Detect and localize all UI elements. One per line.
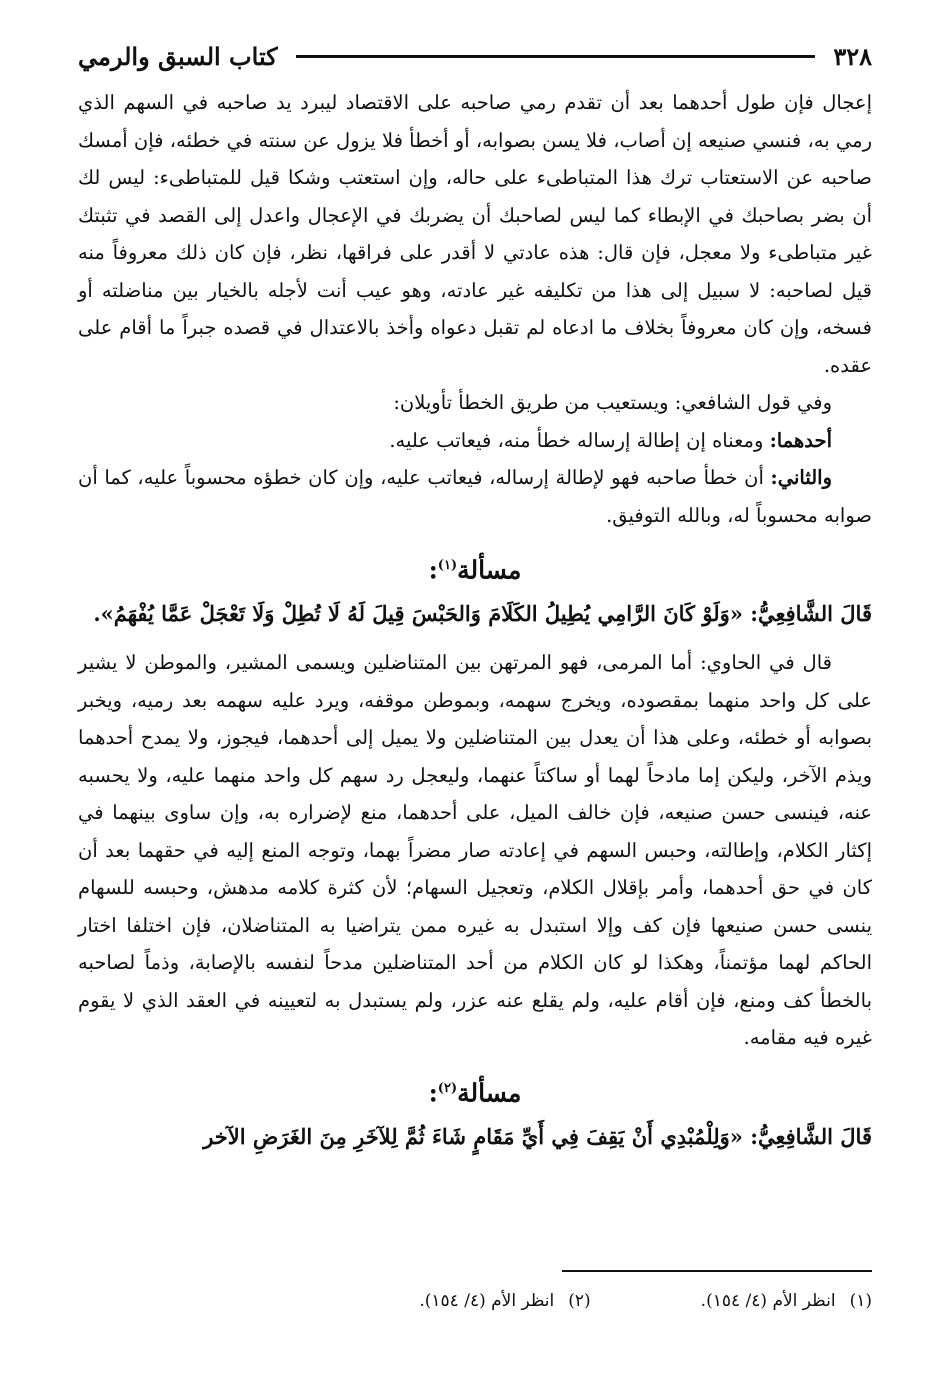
footnote-1	[701, 1291, 872, 1311]
masala-title-2: مسألة	[457, 1078, 522, 1108]
footnote-rule	[562, 1270, 872, 1272]
masala-fn-mark-2: (٢)	[437, 1080, 458, 1096]
quote-text-1: «وَلَوْ كَانَ الرَّامِي يُطِيلُ الكَلَامَ وَالحَبْسَ قِيلَ لَهُ لَا تُطِلْ وَلَا تَعْجَلْ عَمَّا يُفْهَمُ».	[93, 601, 743, 627]
second-text: أن خطأ صاحبه فهو لإطالة إرساله، فيعاتب عليه، وإن كان خطؤه محسوباً عليه، كما أن صوابه محسوباً له، وبالله التوفيق.	[78, 466, 872, 527]
quote-text-2: «وَلِلْمُبْدِي أَنْ يَقِفَ فِي أَيِّ مَقَامٍ شَاءَ ثُمَّ لِلآخَرِ مِنَ الغَرَضِ الآخر	[203, 1124, 743, 1150]
book-title: كتاب السبق والرمي	[78, 41, 278, 71]
footnote-text-1: انظر الأم (٤/ ١٥٤).	[700, 1291, 836, 1311]
masala-heading-1	[78, 542, 872, 594]
second-interpretation	[78, 459, 872, 534]
masala-title-1: مسألة	[457, 555, 522, 585]
paragraph-top: إعجال فإن طول أحدهما بعد أن تقدم رمي صاحبه على الاقتصاد ليبرد يد صاحبه في السهم الذي رمي به، فنسي صنيعه إن أصاب، فلا يسن بصوابه، أو أخطأ فلا يزول عن سنته في خطئه، فإن أمسك صاحبه عن الاستعتاب ترك هذا المتباطىء على حاله، وإن استعتب وشكا قيل للمتباطىء: ليس لك أن بضر بصاحبك في الإبطاء كما ليس لصاحبك أن يضربك في الإعجال واعدل إلى القصد في تثبتك غير متباطىء ولا معجل، فإن قال: هذه عادتي لا أقدر على فراقها، نظر، فإن كان ذلك معروفاً منه قيل لصاحبه: لا سبيل إلى هذا من تكليفه غير عادته، وهو عيب أنت لأجله بالخيار بين مناضلته أو فسخه، وإن كان معروفاً بخلاف ما ادعاه لم تقبل دعواه وأخذ بالاعتدال في قصده جبراً ما أقام على عقده.	[78, 91, 872, 377]
shafii-line: وفي قول الشافعي: ويستعيب من طريق الخطأ تأويلان:	[393, 391, 832, 414]
shafii-quote-1	[78, 594, 872, 634]
hawi-paragraph: قال في الحاوي: أما المرمى، فهو المرتهن بين المتناضلين ويسمى المشير، والموطن لا يشير على كل واحد منهما بمقصوده، ويخرج سهمه، وبموطن موقفه، ويرد عليه سهمه بعد رميه، ويخبر بصوابه أو خطئه، وعلى هذا أن يعدل بين المتناضلين ولا يميل إلى أحدهما، فيجوز، ولا يمدح أحدهما ويذم الآخر، وليكن إما مادحاً لهما أو ساكتاً عنهما، وليعجل رد سهم كل واحد منهما عليه، ولا يحسبه عنه، فينسى حسن صنيعه، فإن خالف الميل، على أحدهما، منع لإضراره به، وإن ساوى بينهما في إكثار الكلام، وإطالته، وحبس السهم في إعادته صار مضراً بهما، وتوجه المنع إليه في حقهما بعد أن كان في حق أحدهما، وأمر بإقلال الكلام، وتعجيل السهام؛ لأن كثرة كلامه مدهش، وحبسه للسهام ينسى حسن صنيعها فإن كف وإلا استبدل به غيره ممن يتراضيا به المتناضلان، فإن اختلفا اختار الحاكم لهما مؤتمناً، وهكذا لو كان الكلام من أحد المتناضلين مدحاً لنفسه بالإصابة، وذماً لصاحبه بالخطأ كف ومنع، فإن أقام عليه، ولم يقلع عنه عزر، ولم يستبدل به لتعيينه في العقد الذي لا يقوم غيره فيه مقامه.	[78, 651, 872, 1050]
quote-lead-1: قَالَ الشَّافِعِيُّ:	[750, 601, 872, 627]
masala-heading-2	[78, 1065, 872, 1117]
first-text: ومعناه إن إطالة إرساله خطأ منه، فيعاتب عليه.	[389, 428, 764, 452]
masala-fn-mark-1: (١)	[437, 558, 458, 573]
second-lead: والثاني:	[770, 466, 832, 489]
page-header	[78, 36, 872, 76]
page-number: ٣٢٨	[833, 41, 872, 71]
first-lead: أحدهما:	[769, 428, 832, 452]
quote-lead-2: قَالَ الشَّافِعِيُّ:	[750, 1124, 872, 1150]
footnote-num-1: (١)	[849, 1291, 872, 1311]
header-rule	[296, 55, 816, 58]
first-interpretation	[78, 422, 872, 460]
footnotes	[78, 1283, 872, 1319]
footnote-text-2: انظر الأم (٤/ ١٥٤).	[419, 1291, 555, 1311]
masala-suffix-1: :	[428, 555, 438, 585]
shafii-quote-2	[78, 1117, 872, 1157]
masala-suffix-2: :	[428, 1078, 438, 1108]
page-body	[78, 84, 872, 1157]
footnote-2	[419, 1291, 590, 1311]
footnote-num-2: (٢)	[568, 1291, 591, 1311]
